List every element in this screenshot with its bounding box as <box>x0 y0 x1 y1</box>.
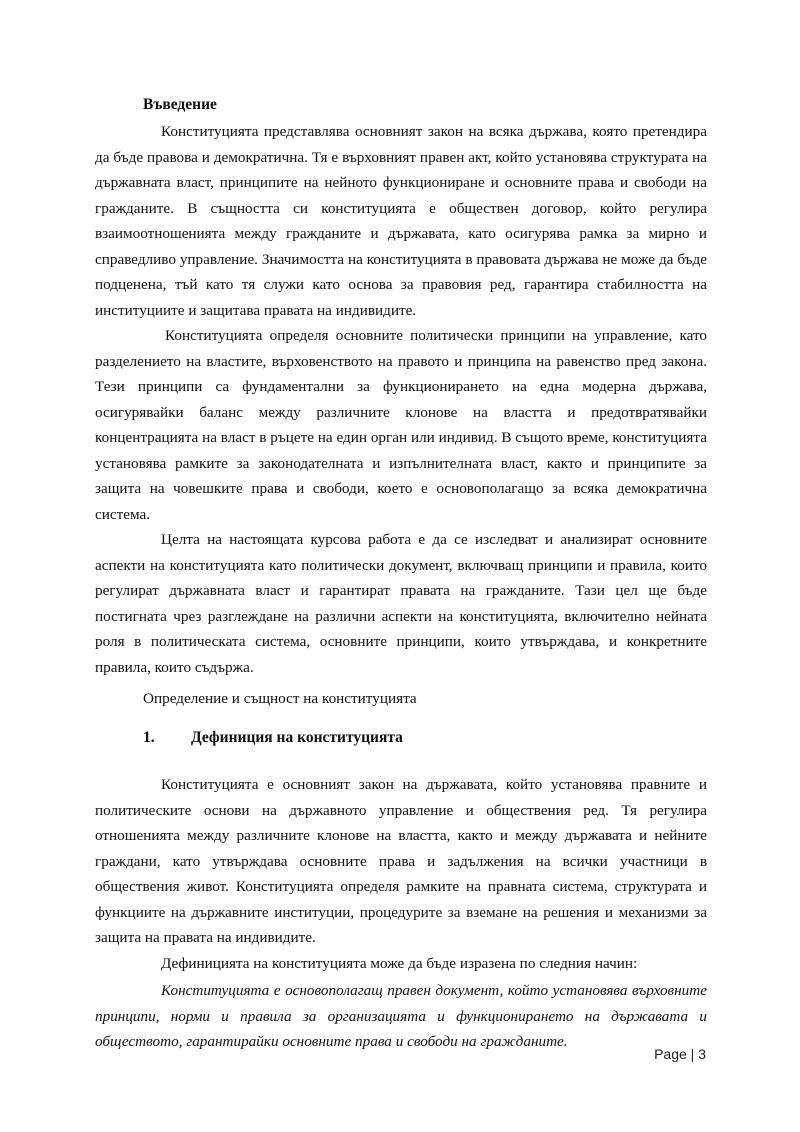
intro-paragraph-1: Конституцията представлява основният закон на всяка държава, която претендира да бъде правова и демократична. Тя е върховният правен акт, който установява структурата на държавната власт, принципите на нейното функциониране и основните права и свободи на гражданите. В същността си конституцията е обществен договор, който регулира взаимоотношенията между гражданите и държавата, като осигурява рамка за мирно и справедливо управление. Значимостта на конституцията в правовата държава не може да бъде подценена, тъй като тя служи като основа за правовия ред, гарантира стабилността на институциите и защитава правата на индивидите. <box>95 123 707 319</box>
intro-paragraph-3: Целта на настоящата курсова работа е да се изследват и анализират основните аспекти на конституцията като политически документ, включващ принципи и правила, които регулират държавната власт и гарантират правата на гражданите. Тази цел ще бъде постигната чрез разглеждане на различни аспекти на конституцията, включително нейната роля в политическата система, основните принципи, които утвърждава, и конкретните правила, които съдържа. <box>95 531 707 676</box>
definition-quote: Конституцията е основополагащ правен документ, който установява върховните принципи, норми и правила за организацията и функционирането на държавата и обществото, гарантирайки основните права и свободи на гражданите. <box>95 982 707 1050</box>
subsection-number: 1. <box>143 729 155 746</box>
subsection-title: Дефиниция на конституцията <box>191 729 403 746</box>
intro-heading: Въведение <box>143 96 217 113</box>
definition-paragraph: Конституцията е основният закон на държавата, който установява правните и политическите основи на държавното управление и обществения ред. Тя регулира отношенията между различните клонове на властта, както и между държавата и нейните граждани, като утвърждава основните права и задължения на всички участници в обществения живот. Конституцията определя рамките на правната система, структурата и функциите на държавните институции, процедурите за вземане на решения и механизми за защита на правата на индивидите. <box>95 776 707 946</box>
page-body <box>95 93 707 1055</box>
section-heading: Определение и същност на конституцията <box>143 690 417 707</box>
intro-paragraph-2: Конституцията определя основните политически принципи на управление, като разделението на властите, върховенството на правото и принципа на равенство пред закона. Тези принципи са фундаментални за функционирането на една модерна държава, осигурявайки баланс между различните клонове на властта и предотвратявайки концентрацията на власт в ръцете на един орган или индивид. В същото време, конституцията установява рамките за законодателната и изпълнителната власт, както и принципите за защита на човешките права и свободи, което е основополагащо за всяка демократична система. <box>95 327 707 523</box>
page-number-footer: Page | 3 <box>654 1046 706 1062</box>
subsection-heading <box>143 725 707 750</box>
lead-sentence: Дефиницията на конституцията може да бъде изразена по следния начин: <box>161 954 638 972</box>
